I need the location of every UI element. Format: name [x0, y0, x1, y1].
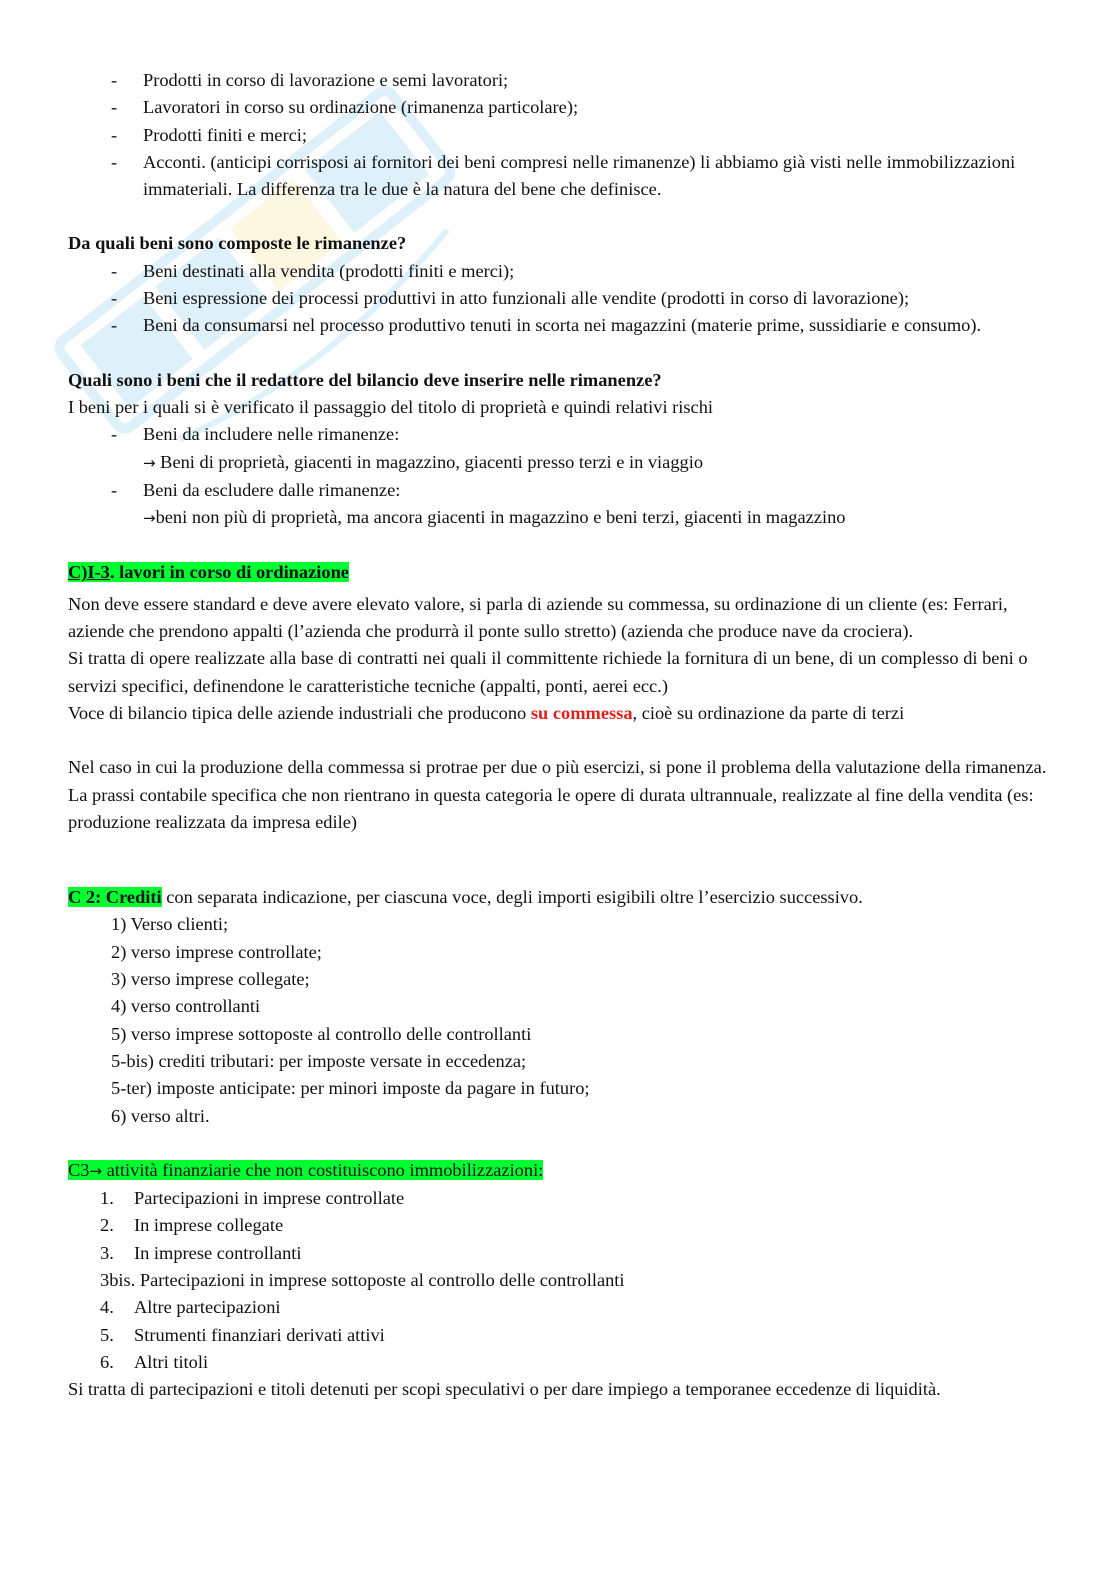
section-title: C 2: Crediti: [68, 887, 162, 908]
list-item: 1) Verso clienti;: [111, 914, 229, 935]
list-item: 5-ter) imposte anticipate: per minori imposte da pagare in futuro;: [111, 1078, 590, 1099]
components-list: [68, 258, 1053, 340]
list-item: - Prodotti in corso di lavorazione e semi lavoratori;: [68, 67, 1053, 94]
paragraph: Nel caso in cui la produzione della commessa si protrae per due o più esercizi, si pone il problema della valutazione della rimanenza.: [68, 757, 1047, 778]
list-item: 4) verso controllanti: [111, 996, 261, 1017]
question-heading: Quali sono i beni che il redattore del bilancio deve inserire nelle rimanenze?: [68, 369, 662, 390]
list-item: - Prodotti finiti e merci;: [68, 122, 1053, 149]
section-heading: [68, 1157, 1053, 1185]
paragraph: La prassi contabile specifica che non rientrano in questa categoria le opere di durata ultrannuale, realizzate al fine della vendita (es: produzione realizzata da impresa edile): [68, 784, 1034, 832]
list-item: 6) verso altri.: [111, 1105, 210, 1126]
list-item: 1. Partecipazioni in imprese controllate: [100, 1188, 405, 1209]
section-title: attività finanziarie che non costituiscono immobilizzazioni:: [102, 1159, 544, 1180]
paragraph: I beni per i quali si è verificato il passaggio del titolo di proprietà e quindi relativi rischi: [68, 396, 714, 417]
right-arrow-icon: →: [143, 509, 156, 528]
list-item: - Beni espressione dei processi produttivi in atto funzionali alle vendite (prodotti in corso di lavorazione);: [68, 285, 1053, 312]
question-heading: Da quali beni sono composte le rimanenze?: [68, 233, 407, 254]
document-page: [68, 67, 1053, 1403]
list-item: 5-bis) crediti tributari: per imposte versate in eccedenza;: [111, 1050, 527, 1071]
list-item: 3bis. Partecipazioni in imprese sottoposte al controllo delle controllanti: [100, 1269, 625, 1290]
list-item: [68, 477, 1053, 533]
paragraph: Si tratta di partecipazioni e titoli detenuti per scopi speculativi o per dare impiego a temporanee eccedenze di liquidità.: [68, 1379, 941, 1400]
list-item: 3) verso imprese collegate;: [111, 969, 310, 990]
paragraph: Si tratta di opere realizzate alla base di contratti nei quali il committente richiede la fornitura di un bene, di un complesso di beni o servizi specifici, definendone le caratteristiche tecniche (appalti, ponti, aerei ecc.): [68, 648, 1028, 696]
include-detail: → Beni di proprietà, giacenti in magazzino, giacenti presso terzi e in viaggio: [143, 451, 704, 472]
list-item: 2) verso imprese controllate;: [111, 941, 322, 962]
list-item: 5. Strumenti finanziari derivati attivi: [100, 1324, 385, 1345]
exclude-label: Beni da escludere dalle rimanenze:: [143, 479, 401, 500]
list-item: - Lavoratori in corso su ordinazione (rimanenza particolare);: [68, 94, 1053, 121]
list-item: 4. Altre partecipazioni: [100, 1297, 281, 1318]
list-item: 6. Altri titoli: [100, 1351, 209, 1372]
list-item: [68, 421, 1053, 477]
list-item: 5) verso imprese sottoposte al controllo delle controllanti: [111, 1023, 532, 1044]
list-item: - Beni da consumarsi nel processo produttivo tenuti in scorta nei magazzini (materie prime, sussidiarie e consumo).: [68, 312, 1053, 339]
highlight-red: su commessa: [530, 702, 633, 723]
financial-list: [68, 1185, 1053, 1267]
financial-list-continued: [68, 1294, 1053, 1376]
exclude-detail: →beni non più di proprietà, ma ancora giacenti in magazzino e beni terzi, giacenti in magazzino: [143, 507, 846, 528]
right-arrow-icon: →: [89, 1161, 103, 1180]
section-code: C)I-3: [68, 562, 110, 583]
section-heading: C 2: Crediti con separata indicazione, per ciascuna voce, degli importi esigibili oltre l’esercizio successivo.: [68, 887, 863, 908]
include-label: Beni da includere nelle rimanenze:: [143, 424, 400, 445]
include-exclude-list: [68, 421, 1053, 532]
credits-list: [68, 911, 1053, 1129]
list-item: - Acconti. (anticipi corrisposi ai fornitori dei beni compresi nelle rimanenze) li abbiamo già visti nelle immobilizzazioni immateriali. La differenza tra le due è la natura del bene che definisce.: [68, 149, 1053, 204]
right-arrow-icon: →: [143, 453, 156, 472]
paragraph: Non deve essere standard e deve avere elevato valore, si parla di aziende su commessa, su ordinazione di un cliente (es: Ferrari, aziende che prendono appalti (l’azienda che produrrà il ponte sullo stretto) (azienda che produce nave da crociera).: [68, 593, 1008, 642]
list-item: - Beni destinati alla vendita (prodotti finiti e merci);: [68, 258, 1053, 285]
list-item: 3. In imprese controllanti: [100, 1242, 302, 1263]
list-item: 2. In imprese collegate: [100, 1215, 284, 1236]
section-code: C3: [68, 1159, 90, 1180]
intro-list: [68, 67, 1053, 203]
paragraph: Voce di bilancio tipica delle aziende industriali che producono su commessa, cioè su ordinazione da parte di terzi: [68, 702, 905, 723]
section-heading: [68, 559, 1053, 586]
section-title: . lavori in corso di ordinazione: [109, 562, 349, 583]
